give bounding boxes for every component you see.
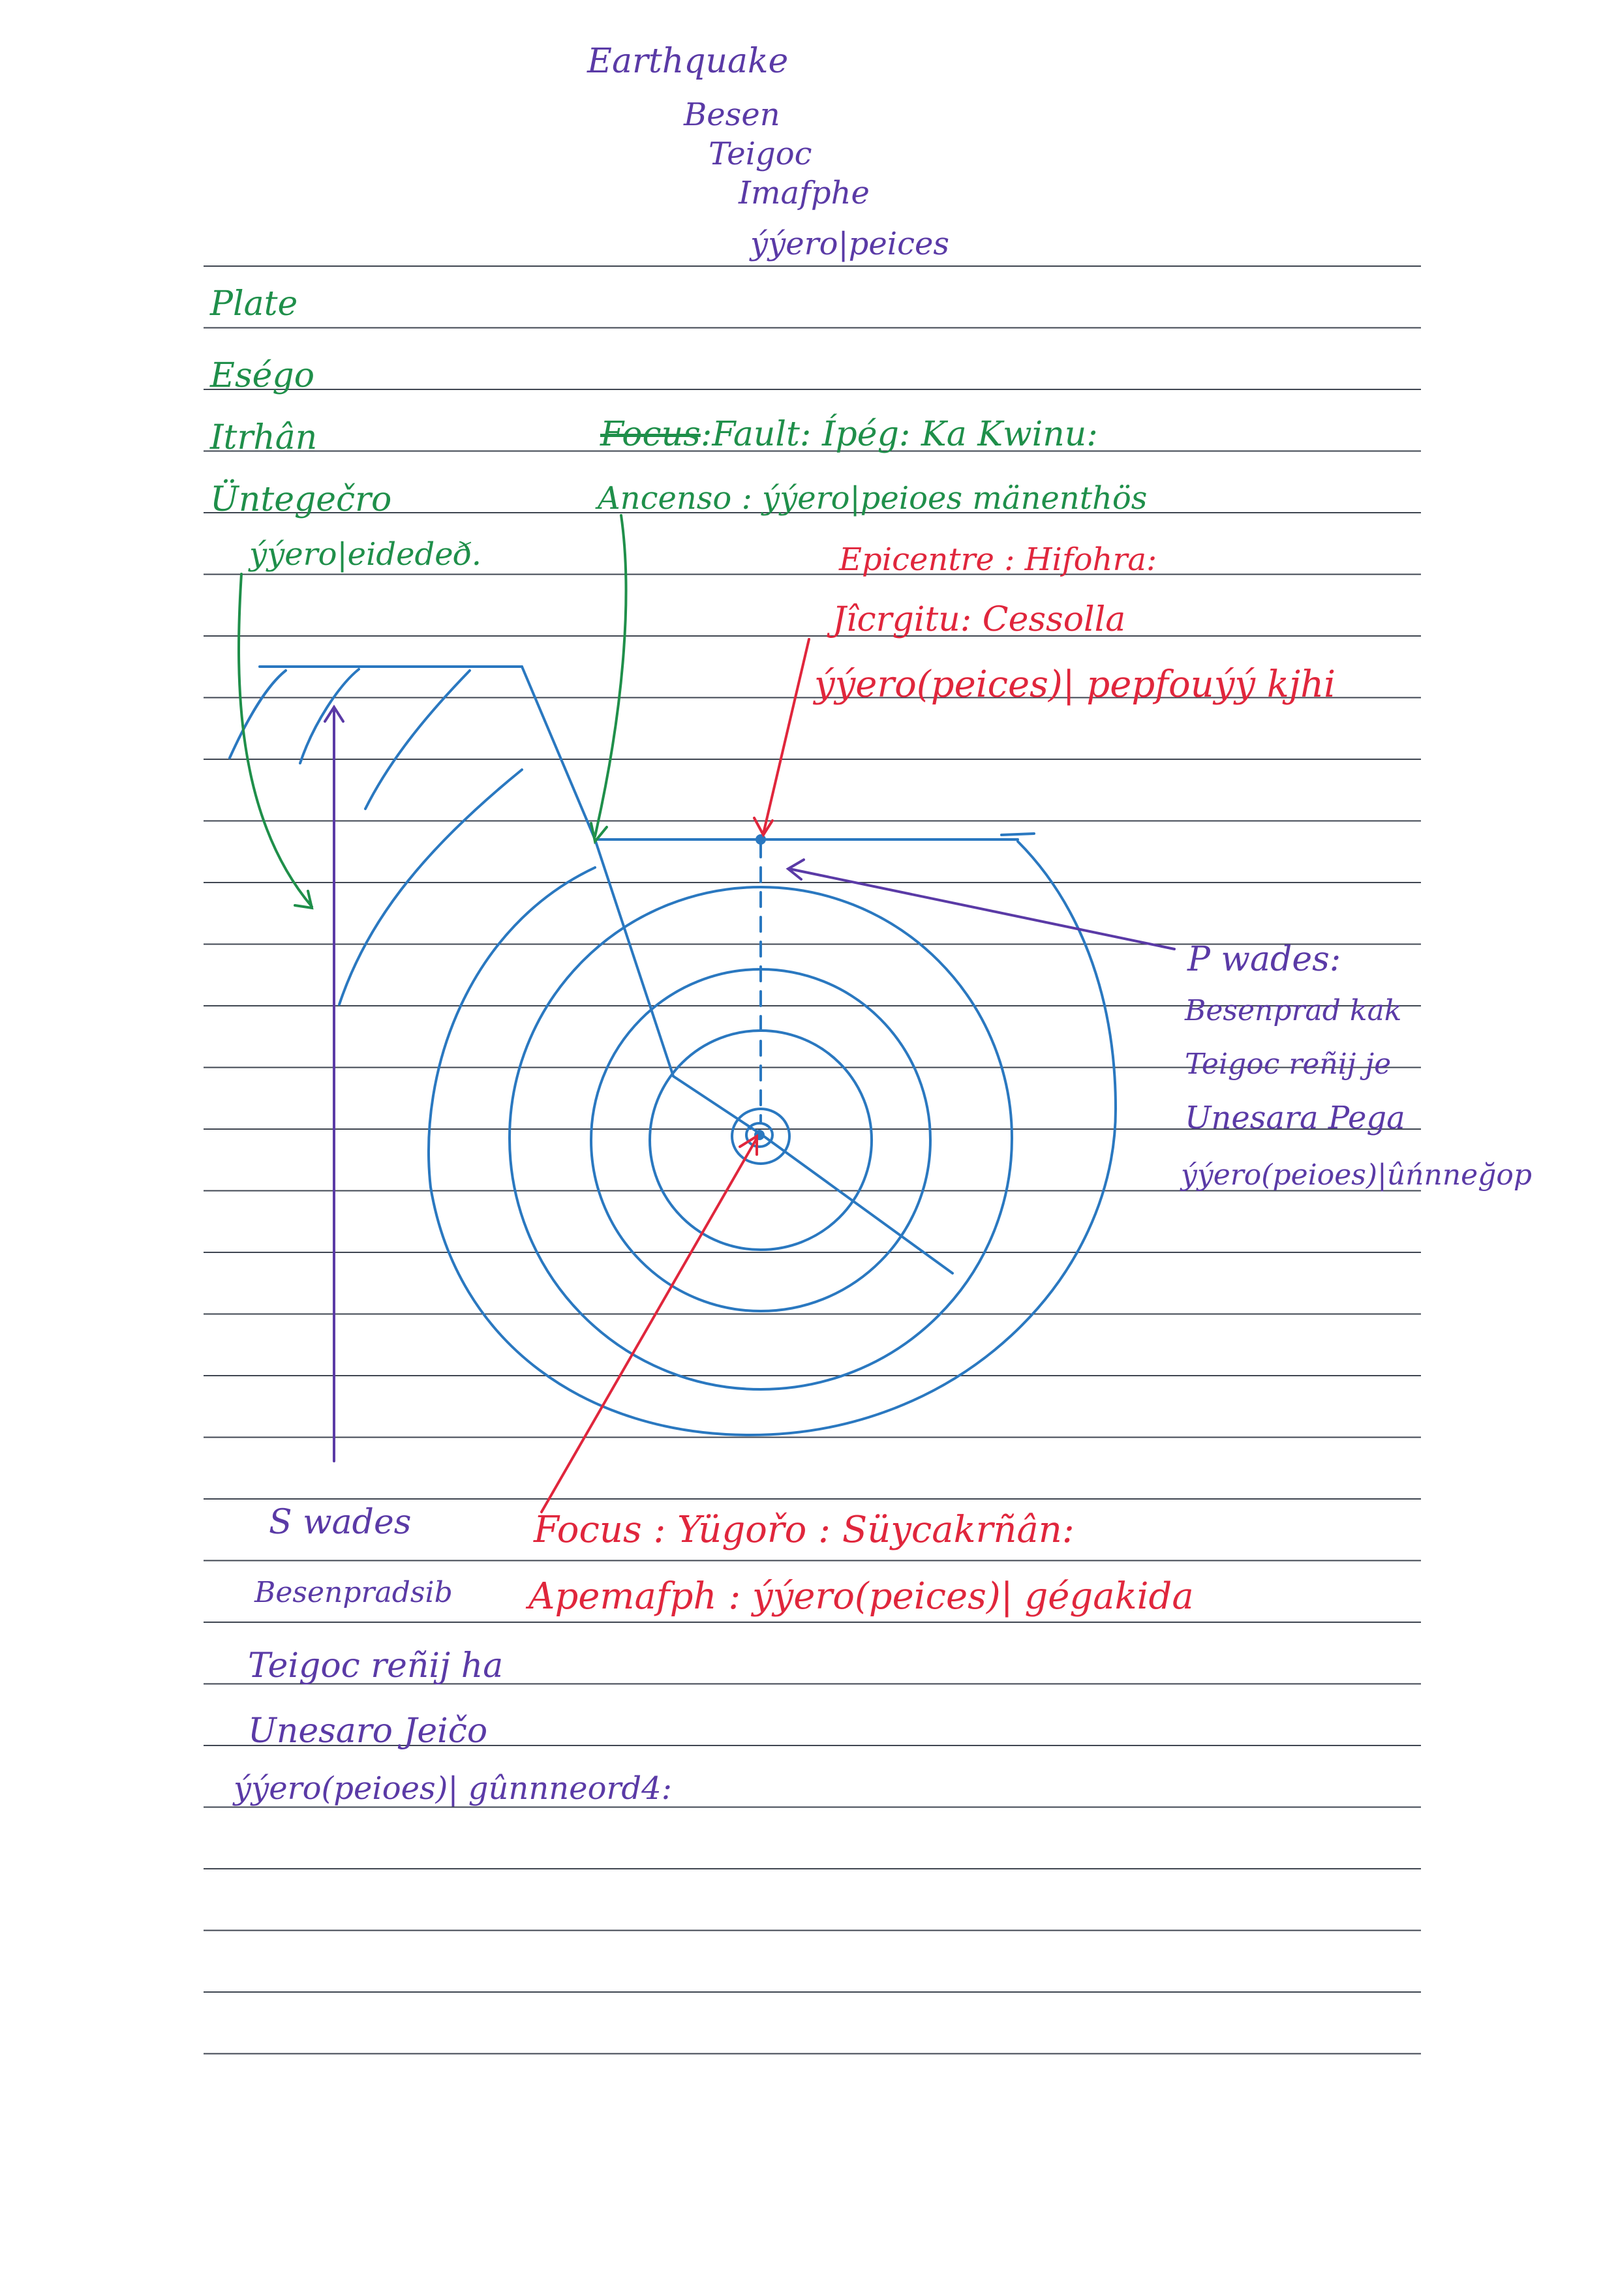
heading-line-3: Teigoc: [709, 136, 812, 172]
s-waves-note-line-2: Besenpradsib: [254, 1576, 453, 1609]
epicentre-note-line-2: Jîcrgitu: Cessolla: [832, 600, 1126, 639]
s-waves-note-line-3: Teigoc reñij ha: [248, 1646, 504, 1685]
p-waves-note-line-4: Unesara Pega: [1185, 1100, 1405, 1136]
heading-line-5: ýýero|peices: [750, 226, 950, 262]
p-waves-note-line-3: Teigoc reñij je: [1185, 1048, 1392, 1081]
ground-surface-tick: [1001, 834, 1034, 835]
earthquake-diagram: [230, 667, 1116, 1435]
heading-line-4: Imafphe: [739, 175, 870, 211]
heading-line-2: Besen: [684, 97, 780, 133]
plate-arrow: [239, 574, 312, 907]
focus-arrow: [542, 1138, 757, 1512]
fault-note: [600, 415, 1098, 454]
s-waves-note-line-1: S wades: [269, 1503, 412, 1542]
left-label-5: ýýero|eidedeð.: [249, 536, 481, 573]
focus-note-line-2: Apemafph : ýýero(peices)| gégakida: [528, 1575, 1194, 1618]
focus-note-line-1: Focus : Yügořo : Süycakrñân:: [534, 1509, 1075, 1551]
s-waves-note-line-5: ýýero(peioes)| gûnnneord4:: [234, 1770, 672, 1807]
red-arrows: [542, 639, 809, 1512]
p-waves-note-line-5: ýýero(peioes)|ûńnneğop: [1181, 1158, 1533, 1192]
heading-line-1: Earthquake: [587, 42, 789, 81]
epicentre-arrow: [763, 639, 809, 834]
plate-label: Plate: [210, 284, 298, 324]
fault-note-struck: Focus: [600, 415, 701, 454]
p-waves-note-line-1: P wades:: [1187, 940, 1341, 979]
ancenso-note: Ancenso : ýýero|peioes mänenthös: [598, 480, 1148, 517]
purple-arrows: [325, 707, 1174, 1461]
left-label-3: Itrhân: [210, 418, 318, 457]
ancenso-arrow: [595, 515, 626, 836]
epicentre-note-line-3: ýýero(peices)| pepfouýý kjhi: [814, 663, 1336, 706]
fault-line: [522, 667, 762, 1135]
p-waves-arrow: [789, 869, 1174, 949]
fault-note-text: :Fault: Ípég: Ka Kwinu:: [700, 415, 1098, 454]
left-label-2: Eségo: [210, 356, 315, 395]
epicentre-note-line-1: Epicentre : Hifohra:: [839, 541, 1157, 578]
wave-front-1: [650, 1031, 872, 1250]
s-waves-note-line-4: Unesaro Jeičo: [248, 1712, 488, 1751]
p-waves-note-line-2: Besenprad kak: [1185, 994, 1402, 1027]
left-label-4: Üntegečro: [210, 480, 392, 519]
plate-hatching: [230, 669, 522, 1004]
